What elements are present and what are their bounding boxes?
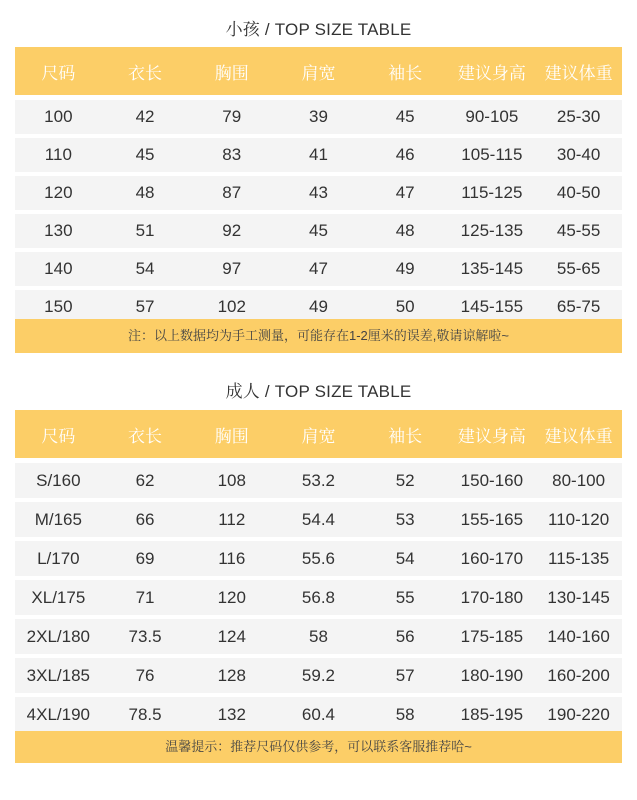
table-cell: 69: [102, 539, 189, 578]
table-cell: 92: [188, 212, 275, 250]
table-cell: M/165: [15, 500, 102, 539]
column-header: 建议体重: [535, 47, 622, 98]
table-cell: 78.5: [102, 695, 189, 732]
table-cell: 185-195: [449, 695, 536, 732]
column-header: 衣长: [102, 410, 189, 461]
table-cell: 55.6: [275, 539, 362, 578]
table-cell: 30-40: [535, 136, 622, 174]
table-row: [15, 250, 622, 288]
table-cell: 112: [188, 500, 275, 539]
table-cell: 56: [362, 617, 449, 656]
table-cell: 79: [188, 98, 275, 137]
table-cell: 65-75: [535, 288, 622, 324]
table-cell: 125-135: [449, 212, 536, 250]
table-cell: 62: [102, 461, 189, 501]
adult-note: 温馨提示：推荐尺码仅供参考，可以联系客服推荐哈~: [15, 731, 622, 763]
table-row: [15, 461, 622, 501]
table-cell: 155-165: [449, 500, 536, 539]
kids-note: 注：以上数据均为手工测量，可能存在1-2厘米的误差,敬请谅解啦~: [15, 319, 622, 353]
table-cell: 190-220: [535, 695, 622, 732]
table-cell: 54: [362, 539, 449, 578]
table-cell: 124: [188, 617, 275, 656]
table-cell: 120: [188, 578, 275, 617]
table-cell: 132: [188, 695, 275, 732]
table-cell: 97: [188, 250, 275, 288]
table-cell: 57: [362, 656, 449, 695]
table-cell: 175-185: [449, 617, 536, 656]
table-cell: 90-105: [449, 98, 536, 137]
table-cell: 54.4: [275, 500, 362, 539]
table-cell: 108: [188, 461, 275, 501]
table-cell: 45: [102, 136, 189, 174]
table-cell: 56.8: [275, 578, 362, 617]
table-cell: 150: [15, 288, 102, 324]
table-cell: 102: [188, 288, 275, 324]
column-header: 袖长: [362, 47, 449, 98]
kids-size-table: [15, 47, 622, 324]
table-cell: 50: [362, 288, 449, 324]
table-cell: 180-190: [449, 656, 536, 695]
table-cell: 47: [275, 250, 362, 288]
table-cell: 49: [362, 250, 449, 288]
table-row: [15, 656, 622, 695]
table-cell: 71: [102, 578, 189, 617]
table-cell: 140-160: [535, 617, 622, 656]
table-cell: 135-145: [449, 250, 536, 288]
table-cell: 2XL/180: [15, 617, 102, 656]
table-cell: S/160: [15, 461, 102, 501]
table-cell: 140: [15, 250, 102, 288]
table-cell: 83: [188, 136, 275, 174]
table-cell: L/170: [15, 539, 102, 578]
column-header: 肩宽: [275, 47, 362, 98]
table-cell: 160-170: [449, 539, 536, 578]
table-cell: 4XL/190: [15, 695, 102, 732]
column-header: 尺码: [15, 47, 102, 98]
table-cell: 58: [362, 695, 449, 732]
table-cell: 40-50: [535, 174, 622, 212]
table-cell: 60.4: [275, 695, 362, 732]
table-cell: 116: [188, 539, 275, 578]
table-cell: 59.2: [275, 656, 362, 695]
table-cell: 53.2: [275, 461, 362, 501]
table-cell: 105-115: [449, 136, 536, 174]
table-row: [15, 500, 622, 539]
table-cell: XL/175: [15, 578, 102, 617]
table-cell: 115-135: [535, 539, 622, 578]
table-cell: 130: [15, 212, 102, 250]
table-cell: 128: [188, 656, 275, 695]
table-cell: 48: [102, 174, 189, 212]
table-cell: 66: [102, 500, 189, 539]
table-cell: 42: [102, 98, 189, 137]
table-cell: 58: [275, 617, 362, 656]
table-row: [15, 98, 622, 137]
table-cell: 76: [102, 656, 189, 695]
table-row: [15, 539, 622, 578]
table-row: [15, 212, 622, 250]
column-header: 建议身高: [449, 47, 536, 98]
table-cell: 100: [15, 98, 102, 137]
table-cell: 130-145: [535, 578, 622, 617]
table-cell: 120: [15, 174, 102, 212]
kids-table-title: 小孩 / TOP SIZE TABLE: [225, 20, 412, 39]
column-header: 衣长: [102, 47, 189, 98]
table-cell: 55: [362, 578, 449, 617]
table-cell: 110: [15, 136, 102, 174]
table-header-row: [15, 410, 622, 461]
table-cell: 45: [275, 212, 362, 250]
table-cell: 41: [275, 136, 362, 174]
table-cell: 39: [275, 98, 362, 137]
column-header: 胸围: [188, 47, 275, 98]
table-cell: 45-55: [535, 212, 622, 250]
adult-size-table: [15, 410, 622, 732]
table-cell: 160-200: [535, 656, 622, 695]
table-cell: 87: [188, 174, 275, 212]
table-row: [15, 617, 622, 656]
column-header: 胸围: [188, 410, 275, 461]
table-cell: 110-120: [535, 500, 622, 539]
column-header: 袖长: [362, 410, 449, 461]
table-cell: 150-160: [449, 461, 536, 501]
table-cell: 80-100: [535, 461, 622, 501]
table-cell: 47: [362, 174, 449, 212]
table-cell: 46: [362, 136, 449, 174]
table-cell: 52: [362, 461, 449, 501]
table-header-row: [15, 47, 622, 98]
table-cell: 48: [362, 212, 449, 250]
column-header: 建议体重: [535, 410, 622, 461]
table-cell: 43: [275, 174, 362, 212]
column-header: 肩宽: [275, 410, 362, 461]
table-row: [15, 695, 622, 732]
table-cell: 53: [362, 500, 449, 539]
table-cell: 45: [362, 98, 449, 137]
table-row: [15, 136, 622, 174]
table-cell: 115-125: [449, 174, 536, 212]
table-row: [15, 578, 622, 617]
table-row: [15, 174, 622, 212]
adult-table-title: 成人 / TOP SIZE TABLE: [225, 382, 412, 401]
table-cell: 54: [102, 250, 189, 288]
column-header: 建议身高: [449, 410, 536, 461]
table-cell: 51: [102, 212, 189, 250]
table-cell: 57: [102, 288, 189, 324]
table-cell: 55-65: [535, 250, 622, 288]
table-cell: 170-180: [449, 578, 536, 617]
table-cell: 25-30: [535, 98, 622, 137]
table-cell: 3XL/185: [15, 656, 102, 695]
column-header: 尺码: [15, 410, 102, 461]
table-cell: 73.5: [102, 617, 189, 656]
table-cell: 49: [275, 288, 362, 324]
table-cell: 145-155: [449, 288, 536, 324]
